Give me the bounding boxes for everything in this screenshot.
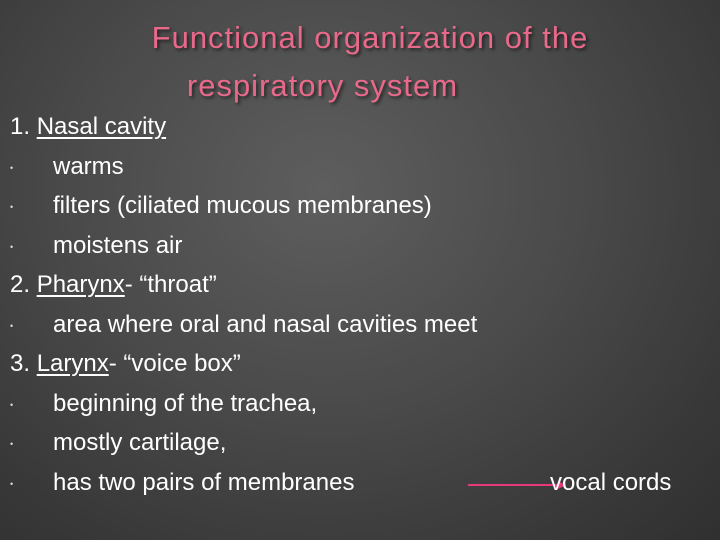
bullet-text: has two pairs of membranes xyxy=(53,468,355,496)
bullet-icon: • xyxy=(10,202,14,212)
bullet-text: moistens air xyxy=(53,231,183,259)
arrow-shaft xyxy=(468,484,560,486)
bullet-item xyxy=(10,186,710,226)
bullet-item xyxy=(10,147,710,187)
bullet-item xyxy=(10,463,710,503)
arrow-target-text: vocal cords xyxy=(550,468,672,496)
bullet-item xyxy=(10,423,710,463)
bullet-item xyxy=(10,384,710,424)
item-term: Nasal cavity xyxy=(36,113,167,140)
heading-pharynx xyxy=(10,265,710,305)
heading-nasal-cavity xyxy=(10,107,710,147)
bullet-text: beginning of the trachea, xyxy=(53,389,318,417)
item-term: Pharynx xyxy=(36,271,125,298)
bullet-text: area where oral and nasal cavities meet xyxy=(53,310,478,338)
bullet-icon: • xyxy=(10,478,14,489)
heading-larynx xyxy=(10,344,710,384)
item-rest: - “voice box” xyxy=(108,350,241,377)
bullet-text: mostly cartilage, xyxy=(53,429,227,456)
title-line-1: Functional organization of the xyxy=(151,20,589,55)
bullet-icon: • xyxy=(10,241,14,252)
bullet-icon: • xyxy=(10,320,14,331)
item-number: 1. xyxy=(10,113,31,140)
title-line-2: respiratory system xyxy=(186,68,459,103)
item-number: 2. xyxy=(10,271,31,298)
item-term: Larynx xyxy=(36,350,109,377)
bullet-text: filters (ciliated mucous membranes) xyxy=(53,192,432,219)
slide-title xyxy=(0,14,720,110)
slide-body xyxy=(10,107,710,502)
bullet-icon: • xyxy=(10,399,14,410)
bullet-text: warms xyxy=(53,152,124,180)
bullet-item xyxy=(10,305,710,345)
bullet-icon: • xyxy=(10,162,14,173)
bullet-icon: • xyxy=(10,439,14,449)
bullet-item xyxy=(10,226,710,266)
item-number: 3. xyxy=(10,350,31,377)
item-rest: - “throat” xyxy=(124,271,217,298)
